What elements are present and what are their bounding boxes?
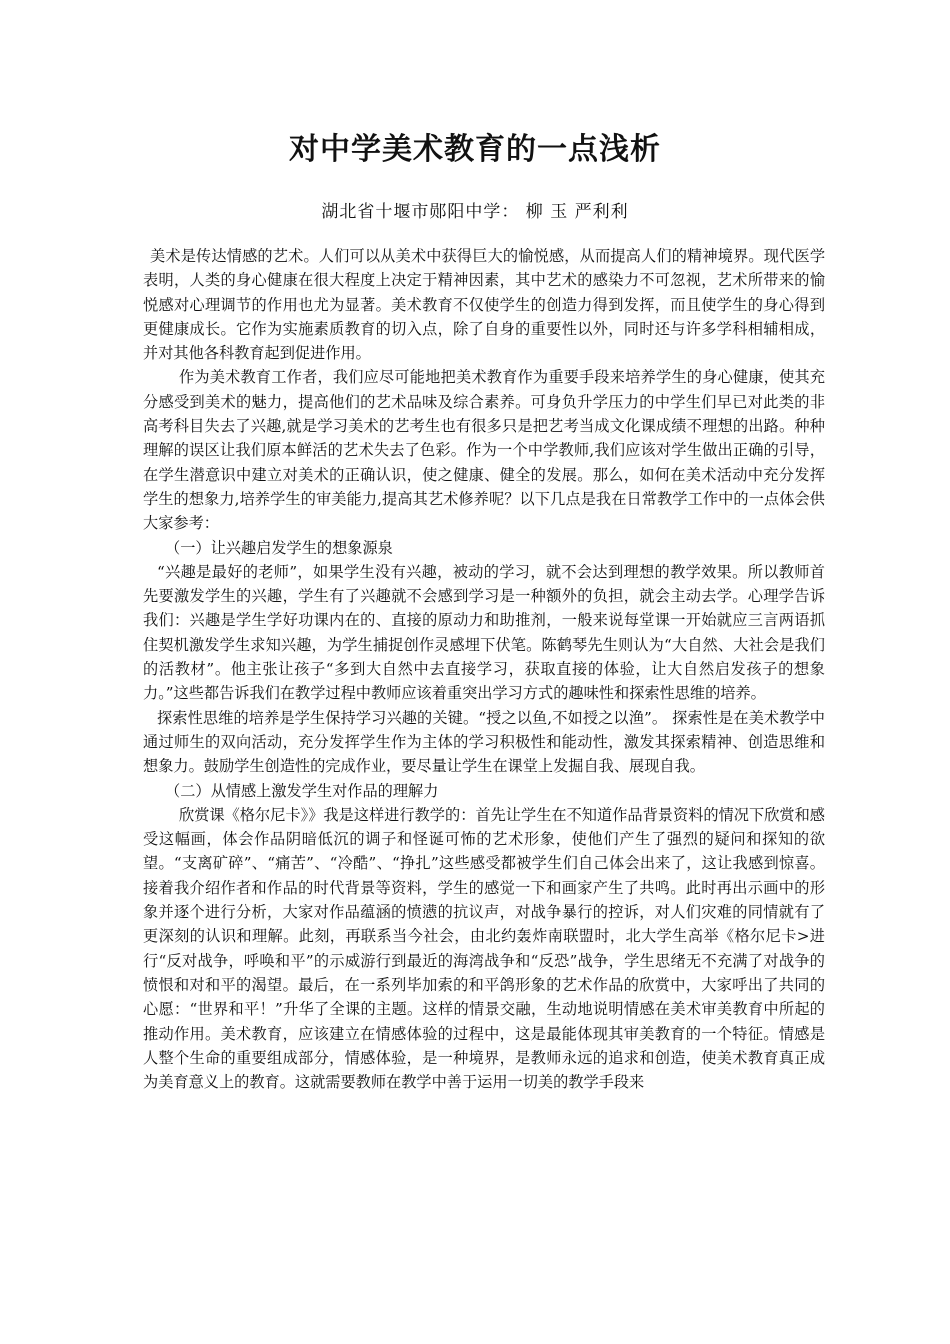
section-heading: （二）从情感上激发学生对作品的理解力: [165, 781, 439, 800]
paragraph: 作为美术教育工作者，我们应尽可能地把美术教育作为重要手段来培养学生的身心健康，使其充分感受到美术的魅力，提高他们的艺术品味及综合素养。可身负升学压力的中学生们早已对此类的非高考科目失去了兴趣,就是学习美术的艺考生也有很多只是把艺考当成文化课成绩不理想的出路。种种理解的误区让我们原本鲜活的艺术失去了色彩。作为一个中学教师,我们应该对学生做出正确的引导，在学生潜意识中建立对美术的正确认识，使之健康、健全的发展。那么，如何在美术活动中充分发挥学生的想象力,培养学生的审美能力,提高其艺术修养呢？以下几点是我在日常教学工作中的一点体会供大家参考：: [143, 368, 825, 533]
paragraph: 探索性思维的培养是学生保持学习兴趣的关键。“授之以鱼,不如授之以渔”。 探索性是在美术教学中通过师生的双向活动，充分发挥学生作为主体的学习积极性和能动性，激发其探索精神、创造思维和想象力。鼓励学生创造性的完成作业，要尽量让学生在课堂上发掘自我、展现自我。: [143, 708, 825, 776]
paragraph: 美术是传达情感的艺术。人们可以从美术中获得巨大的愉悦感，从而提高人们的精神境界。现代医学表明，人类的身心健康在很大程度上决定于精神因素，其中艺术的感染力不可忽视，艺术所带来的愉悦感对心理调节的作用也尤为显著。美术教育不仅使学生的创造力得到发挥，而且使学生的身心得到更健康成长。它作为实施素质教育的切入点，除了自身的重要性以外，同时还与许多学科相辅相成，并对其他各科教育起到促进作用。: [143, 247, 825, 363]
paragraph: 欣赏课《格尔尼卡》》我是这样进行教学的：首先让学生在不知道作品背景资料的情况下欣赏和感受这幅画，体会作品阴暗低沉的调子和怪诞可怖的艺术形象，使他们产生了强烈的疑问和探知的欲望。“支离矿碎”、“痛苦”、“冷酷”、“挣扎”这些感受都被学生们自己体会出来了，这让我感到惊喜。接着我介绍作者和作品的时代背景等资料，学生的感觉一下和画家产生了共鸣。此时再出示画中的形象并逐个进行分析，大家对作品蕴涵的愤懑的抗议声，对战争暴行的控诉，对人们灾难的同情就有了更深刻的认识和理解。此刻，再联系当今社会，由北约轰炸南联盟时，北大学生高举《格尔尼卡>进行“反对战争，呼唤和平”的示威游行到最近的海湾战争和“反恐”战争，学生思绪无不充满了对战争的愤恨和对和平的渴望。最后，在一系列毕加索的和平鸽形象的艺术作品的欣赏中，大家呼出了共同的心愿：“世界和平！”升华了全课的主题。这样的情景交融，生动地说明情感在美术审美教育中所起的推动作用。美术教育，应该建立在情感体验的过程中，这是最能体现其审美教育的一个特征。情感是人整个生命的重要组成部分，情感体验，是一种境界，是教师永远的追求和创造，使美术教育真正成为美育意义上的教育。这就需要教师在教学中善于运用一切美的教学手段来: [143, 805, 825, 1092]
section-heading: （一）让兴趣启发学生的想象源泉: [165, 538, 393, 557]
author-byline: 湖北省十堰市郧阳中学： 柳 玉 严利利: [321, 202, 629, 222]
document-title: 对中学美术教育的一点浅析: [289, 132, 661, 167]
document-body: [143, 244, 825, 1094]
paragraph: “兴趣是最好的老师”，如果学生没有兴趣，被动的学习，就不会达到理想的教学效果。所以教师首先要激发学生的兴趣，学生有了兴趣就不会感到学习是一种额外的负担，就会主动去学。心理学告诉我们：兴趣是学生学好功课内在的、直接的原动力和助推剂，一般来说每堂课一开始就应三言两语抓住契机激发学生求知兴趣，为学生捕捉创作灵感埋下伏笔。陈鹤琴先生则认为“大自然、大社会是我们的活教材”。他主张让孩子“多到大自然中去直接学习，获取直接的体验，让大自然启发孩子的想象力。”这些都告诉我们在教学过程中教师应该着重突出学习方式的趣味性和探索性思维的培养。: [143, 562, 825, 703]
